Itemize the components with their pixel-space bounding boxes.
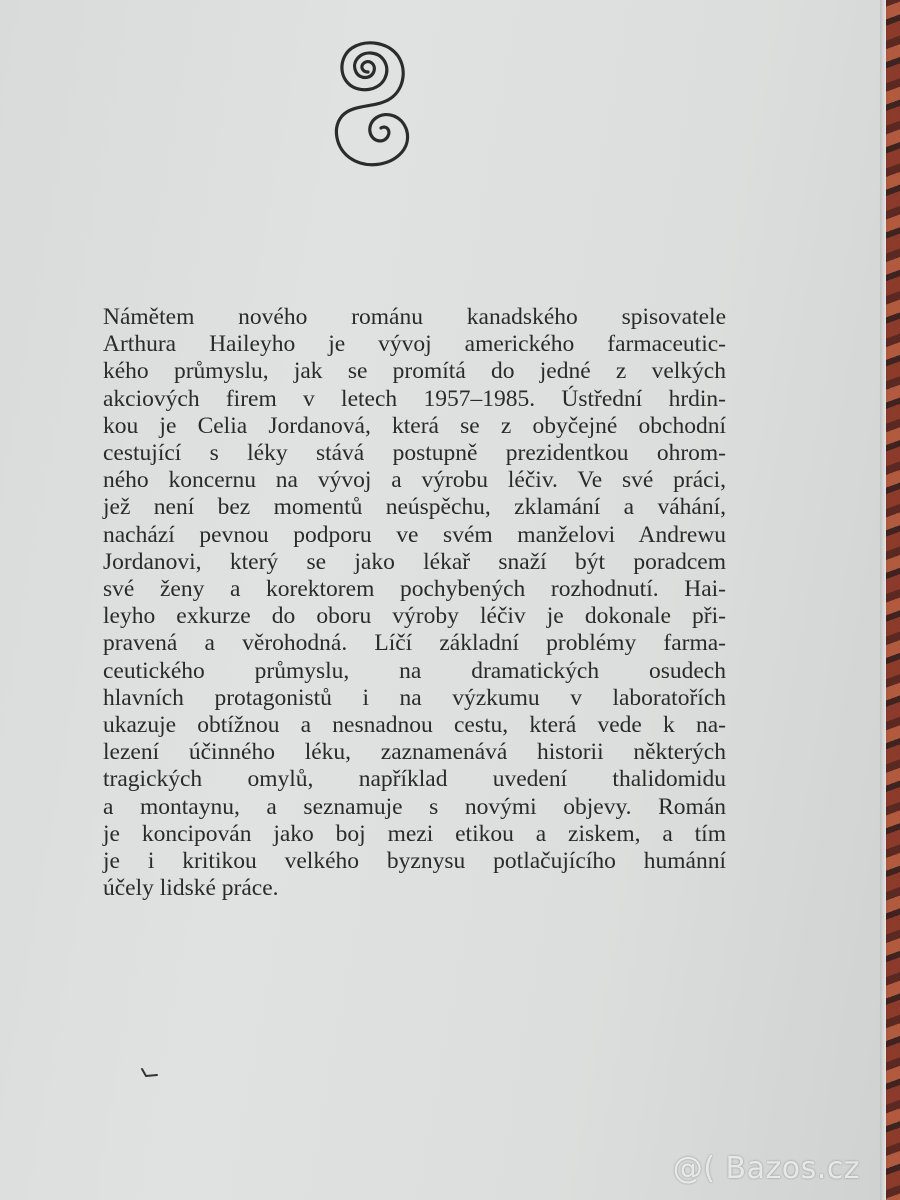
blurb-line: akciových firem v letech 1957–1985. Ústřední hrdin-	[103, 385, 726, 412]
blurb-line: je i kritikou velkého byznysu potlačujícího humánní	[103, 848, 726, 875]
blurb-line: ceutického průmyslu, na dramatických osudech	[103, 657, 726, 684]
blurb-line: lezení účinného léku, zaznamenává historii některých	[103, 739, 726, 766]
blurb-line: kého průmyslu, jak se promítá do jedné z velkých	[103, 358, 726, 385]
page-edge	[880, 0, 886, 1200]
blurb-line: své ženy a korektorem pochybených rozhodnutí. Hai-	[103, 576, 726, 603]
watermark-text: @( Bazos.cz	[672, 1151, 860, 1186]
ink-mark	[140, 1066, 160, 1080]
blurb-line: ukazuje obtížnou a nesnadnou cestu, která vede k na-	[103, 712, 726, 739]
blurb-line: je koncipován jako boj mezi etikou a ziskem, a tím	[103, 820, 726, 847]
blurb-line: tragických omylů, například uvedení thalidomidu	[103, 766, 726, 793]
blurb-line: Arthura Haileyho je vývoj amerického farmaceutic-	[103, 331, 726, 358]
blurb-line: účely lidské práce.	[103, 875, 279, 902]
blurb-line: nachází pevnou podporu ve svém manželovi Andrewu	[103, 521, 726, 548]
blurb-line: Námětem nového románu kanadského spisovatele	[103, 304, 726, 330]
blurb-line: Jordanovi, který se jako lékař snaží být poradcem	[103, 548, 726, 575]
blurb-line: a montaynu, a seznamuje s novými objevy. Román	[103, 793, 726, 820]
double-spiral-ornament-icon	[318, 36, 418, 182]
blurb-line: leyho exkurze do oboru výroby léčiv je dokonale při-	[103, 603, 726, 630]
blurb-line: ného koncernu na vývoj a výrobu léčiv. Ve své práci,	[103, 467, 726, 494]
blurb-text	[103, 304, 863, 902]
blurb-line: hlavních protagonistů i na výzkumu v laboratořích	[103, 684, 726, 711]
blurb-line: pravená a věrohodná. Líčí základní problémy farma-	[103, 630, 726, 657]
blurb-line: kou je Celia Jordanová, která se z obyčejné obchodní	[103, 412, 726, 439]
blurb-line: cestující s léky stává postupně prezidentkou ohrom-	[103, 440, 726, 467]
blurb-line: jež není bez momentů neúspěchu, zklamání a váhání,	[103, 494, 726, 521]
